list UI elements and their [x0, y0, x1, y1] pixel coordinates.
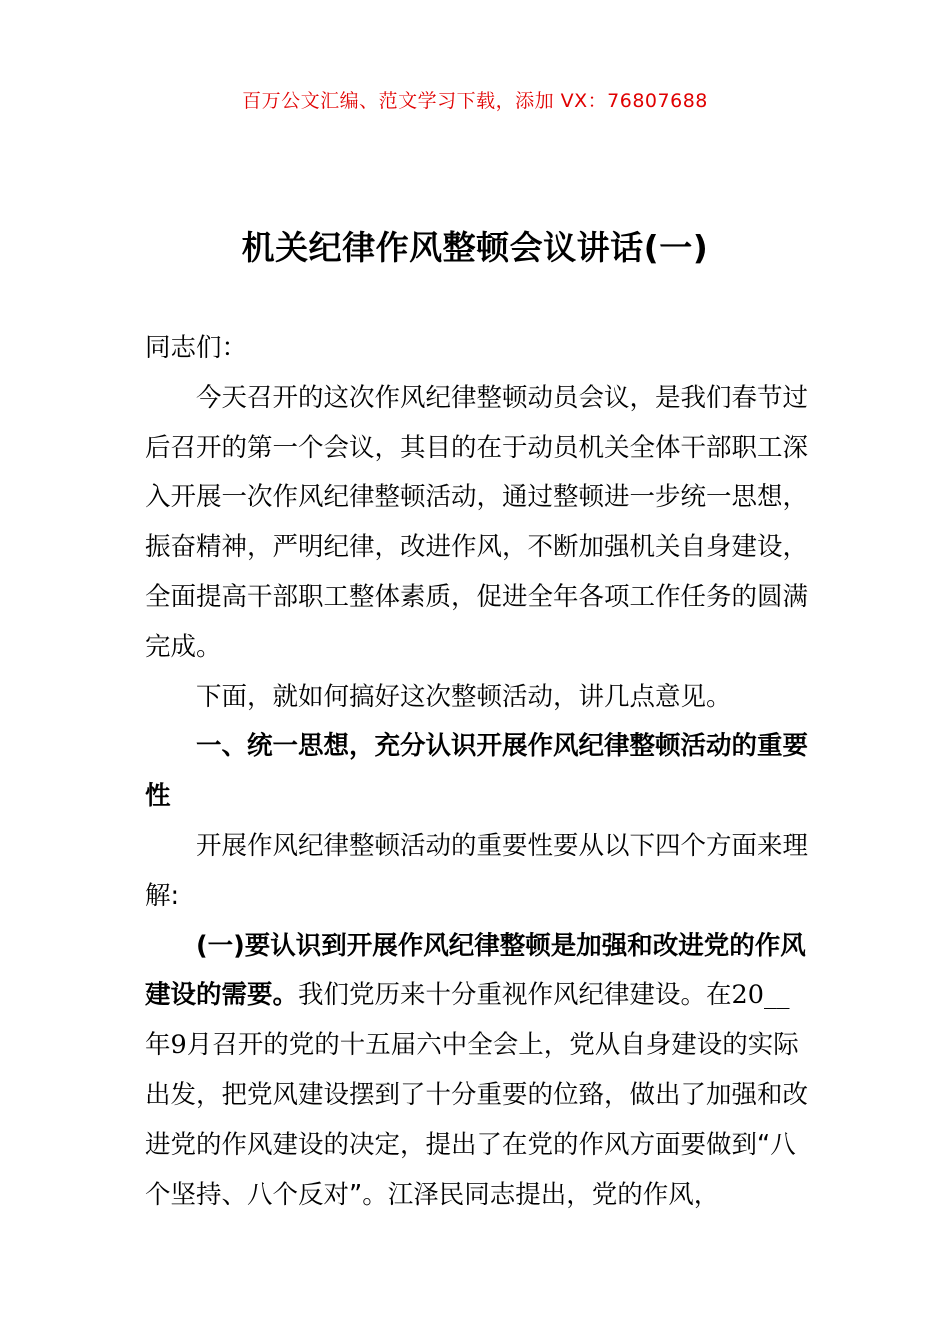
section-heading-1: 一、统一思想，充分认识开展作风纪律整顿活动的重要性 [145, 731, 809, 812]
paragraph-2: 下面，就如何搞好这次整顿活动，讲几点意见。 [196, 681, 732, 712]
paragraph-4-text-a: 我们党历来十分重视作风纪律建设。在 [298, 980, 732, 1011]
paragraph-1: 今天召开的这次作风纪律整顿动员会议，是我们春节过后召开的第一个会议，其目的在于动员机关全体干部职工深入开展一次作风纪律整顿活动，通过整顿进一步统一思想，振奋精神，严明纪律，改进作风，不断加强机关自身建设，全面提高干部职工整体素质，促进全年各项工作任务的圆满完成。 [145, 382, 809, 662]
paragraph-3: 开展作风纪律整顿活动的重要性要从以下四个方面来理解: [145, 830, 809, 911]
paragraph-4-lead: (一)要认识到开展作风纪律整顿是加强和改进党的作风建设的需要。 [145, 930, 806, 1011]
paragraph-4-text-b: 月召开的党的十五届六中全会上，党从自身建设的实际出发，把党风建设摆到了十分重要的位臵，做出了加强和改进党的作风建设的决定，提出了在党的作风方面要做到“八个坚持、八个反对”。江泽民同志提出，党的作风， [145, 1030, 809, 1210]
salutation: 同志们： [145, 333, 248, 363]
document-title: 机关纪律作风整顿会议讲话(一) [241, 228, 709, 267]
header-note: 百万公文汇编、范文学习下载，添加 VX：76807688 [242, 90, 708, 112]
document-body [145, 324, 810, 1220]
paragraph-4-year: 20__年9 [145, 980, 790, 1061]
paragraph-4 [145, 922, 810, 1221]
